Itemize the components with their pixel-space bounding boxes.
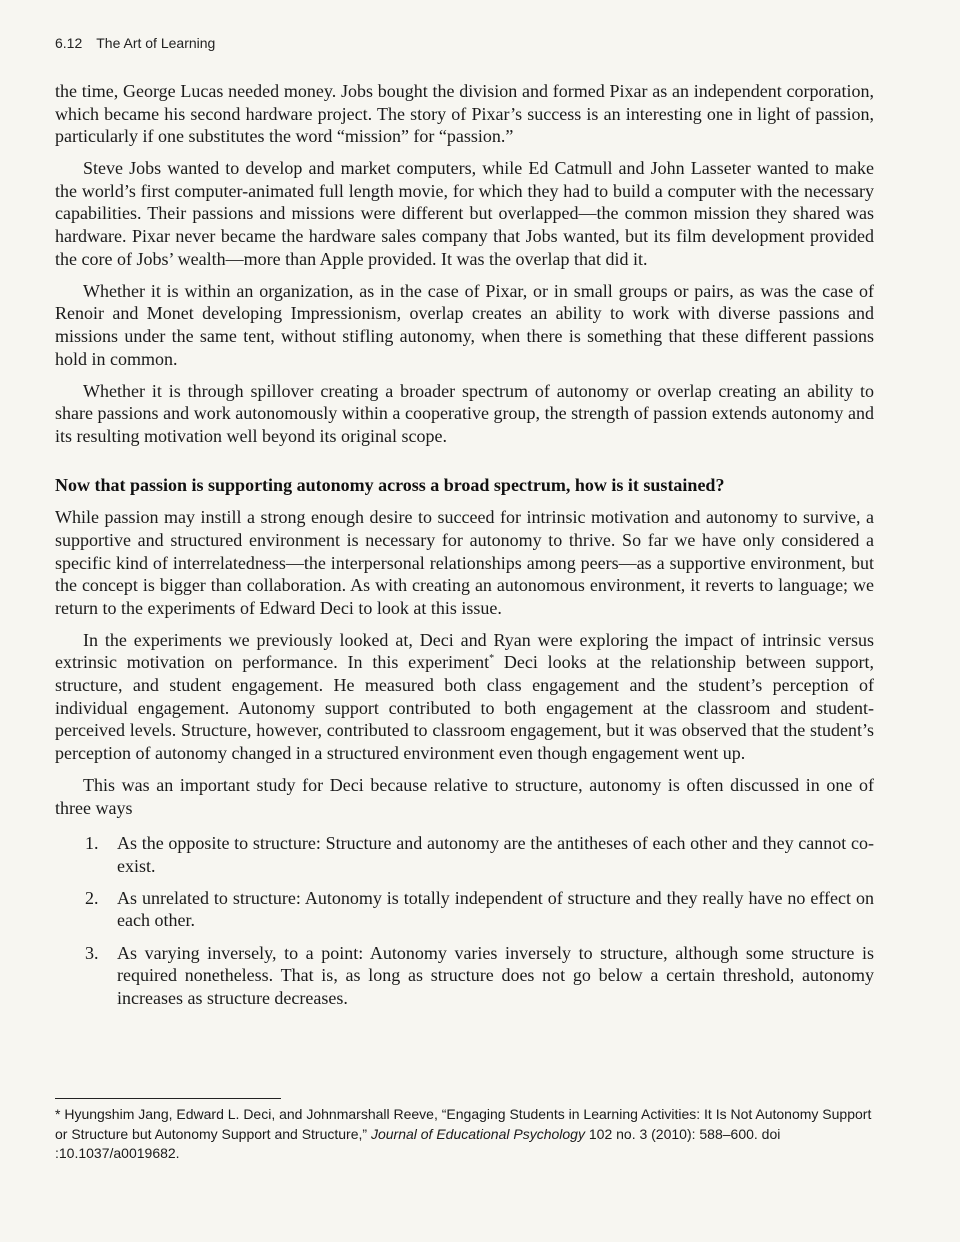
paragraph-6-end: Deci looks at the relationship between support, structure, and student engagement. He measured both class engagement and the student’s perception of individual engagement. Autonomy support contributed to both engagement at the classroom and student-perceived levels. Structure, however, contributed to classroom engagement, but it was observed that the student’s perception of autonomy changed in a structured environment even though engagement went up. (55, 652, 874, 763)
list-item-text: As the opposite to structure: Structure and autonomy are the antitheses of each other and they cannot co-exist. (117, 833, 874, 876)
footnote-citation: * Hyungshim Jang, Edward L. Deci, and Johnmarshall Reeve, “Engaging Students in Learning Activities: It Is Not Autonomy Support or Structure but Autonomy Support and Structure,” (55, 1106, 872, 1142)
list-item (55, 832, 874, 877)
paragraph-7: This was an important study for Deci because relative to structure, autonomy is often discussed in one of three ways (55, 774, 874, 818)
ways-list (55, 832, 874, 1009)
list-item-text: As varying inversely, to a point: Autonomy varies inversely to structure, although some structure is required nonetheless. That is, as long as structure does not go below a certain threshold, autonomy increases as structure decreases. (117, 942, 874, 1008)
paragraph-3: Whether it is within an organization, as in the case of Pixar, or in small groups or pairs, as was the case of Renoir and Monet developing Impressionism, overlap creates an ability to work with diverse passions and missions under the same tent, without stifling autonomy, when there is something that these different passions hold in common. (55, 280, 874, 369)
list-item-number: 2. (85, 887, 99, 908)
footnote-details: 102 no. 3 (2010): 588–600. doi :10.1037/a0019682. (55, 1125, 781, 1161)
body-text (55, 80, 874, 1019)
footnote-marker[interactable]: * (489, 653, 495, 665)
running-title: The Art of Learning (96, 35, 216, 51)
paragraph-6 (55, 629, 874, 765)
paragraph-4: Whether it is through spillover creating a broader spectrum of autonomy or overlap creating an ability to share passions and work autonomously within a cooperative group, the strength of passion extends autonomy and its resulting motivation well beyond its original scope. (55, 380, 874, 446)
list-item-text: As unrelated to structure: Autonomy is totally independent of structure and they really have no effect on each other. (117, 887, 874, 931)
running-header (55, 35, 215, 51)
paragraph-1: the time, George Lucas needed money. Jobs bought the division and formed Pixar as an independent corporation, which became his second hardware project. The story of Pixar’s success is an interesting one in light of passion, particularly if one substitutes the word “mission” for “passion.” (55, 81, 874, 147)
paragraph-2: Steve Jobs wanted to develop and market computers, while Ed Catmull and John Lasseter wanted to make the world’s first computer-animated full length movie, for which they had to build a computer with the necessary capabilities. Their passions and missions were different but overlapped—the common mission they shared was hardware. Pixar never became the hardware sales company that Jobs wanted, but its film development provided the core of Jobs’ wealth—more than Apple provided. It was the overlap that did it. (55, 158, 874, 269)
list-item-number: 3. (85, 942, 99, 963)
paragraph-6-start: In the experiments we previously looked at, Deci and Ryan were exploring the impact of intrinsic versus extrinsic motivation on performance. In this experiment (55, 629, 874, 673)
footnote (55, 1105, 874, 1164)
list-item (55, 942, 874, 1010)
page-number: 6.12 (55, 35, 83, 51)
paragraph-5: While passion may instill a strong enough desire to succeed for intrinsic motivation and autonomy to survive, a supportive and structured environment is necessary for autonomy to thrive. So far we have only considered a specific kind of interrelatedness—the interpersonal relationships among peers—as a supportive environment, but the concept is bigger than collaboration. As with creating an autonomous environment, it reverts to language; we return to the experiments of Edward Deci to look at this issue. (55, 507, 874, 618)
footnote-divider (55, 1098, 281, 1099)
footnote-journal: Journal of Educational Psychology (370, 1125, 585, 1142)
list-item (55, 887, 874, 932)
section-heading: Now that passion is supporting autonomy across a broad spectrum, how is it sustained? (55, 475, 725, 496)
list-item-number: 1. (85, 833, 99, 854)
